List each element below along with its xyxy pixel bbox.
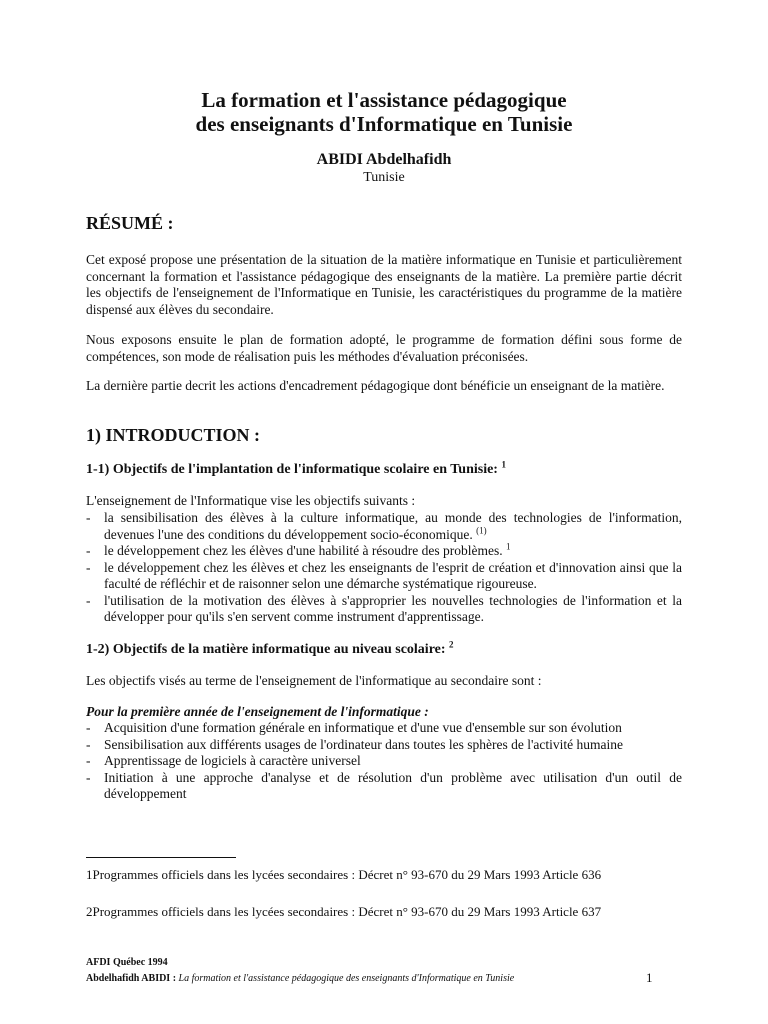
list-dash: - — [86, 543, 91, 558]
introduction-heading: 1) INTRODUCTION : — [86, 425, 261, 445]
footnote-text: Programmes officiels dans les lycées secondaires : Décret n° 93-670 du 29 Mars 1993 Article 637 — [92, 904, 602, 919]
author-name: ABIDI Abdelhafidh — [316, 151, 452, 168]
list-item — [86, 770, 682, 803]
list-item — [86, 510, 682, 543]
list-dash: - — [86, 559, 91, 575]
document-title-line2: des enseignants d'Informatique en Tunisie — [195, 112, 573, 136]
first-year-objectives-list — [86, 720, 682, 803]
list-item-text: la sensibilisation des élèves à la culture informatique, au monde des technologies de l'information, devenues l'une des conditions du développement socio-économique. — [104, 510, 682, 542]
section-1-1-intro: L'enseignement de l'Informatique vise les objectifs suivants : — [86, 493, 416, 508]
list-item — [86, 593, 682, 626]
section-1-2-title: 1-2) Objectifs de la matière informatique au niveau scolaire: — [86, 642, 446, 657]
first-year-subheading: Pour la première année de l'enseignement de l'informatique : — [86, 704, 429, 719]
footer-title: La formation et l'assistance pédagogique des enseignants d'Informatique en Tunisie — [178, 973, 515, 984]
list-dash: - — [86, 753, 91, 768]
list-dash: - — [86, 592, 91, 608]
list-item — [86, 543, 682, 560]
footnote-marker: 1 — [86, 867, 93, 882]
resume-paragraph-2: Nous exposons ensuite le plan de formation adopté, le programme de formation défini sous forme de compétences, son mode de réalisation puis les méthodes d'évaluation préconisées. — [86, 332, 682, 364]
document-title-line1: La formation et l'assistance pédagogique — [201, 88, 567, 112]
footer-reference — [86, 973, 514, 985]
footnote-1 — [86, 867, 668, 883]
footnote-separator — [86, 857, 236, 858]
section-1-2-intro: Les objectifs visés au terme de l'enseignement de l'informatique au secondaire sont : — [86, 673, 542, 688]
list-item — [86, 737, 682, 754]
page-number: 1 — [646, 970, 653, 985]
footnote-2 — [86, 904, 668, 920]
section-1-1-footnote-ref: 1 — [501, 459, 506, 470]
footer-conference: AFDI Québec 1994 — [86, 957, 168, 968]
resume-paragraph-3: La dernière partie decrit les actions d'encadrement pédagogique dont bénéficie un enseignant de la matière. — [86, 378, 665, 393]
footnote-ref: 1 — [506, 541, 511, 552]
section-1-2-heading — [86, 641, 454, 659]
section-1-2-footnote-ref: 2 — [449, 639, 454, 650]
section-1-1-title: 1-1) Objectifs de l'implantation de l'informatique scolaire en Tunisie: — [86, 462, 498, 477]
footnote-marker: 2 — [86, 904, 93, 919]
section-1-1-heading — [86, 461, 506, 479]
footnote-text: Programmes officiels dans les lycées secondaires : Décret n° 93-670 du 29 Mars 1993 Article 636 — [92, 867, 602, 882]
list-item-text: Sensibilisation aux différents usages de l'ordinateur dans toutes les sphères de l'activité humaine — [104, 736, 623, 752]
author-country: Tunisie — [363, 170, 405, 185]
list-item-text: Acquisition d'une formation générale en informatique et d'une vue d'ensemble sur son évolution — [104, 720, 622, 735]
list-item-text: Initiation à une approche d'analyse et de résolution d'un problème avec utilisation d'un outil de développement — [104, 769, 682, 801]
list-dash: - — [86, 510, 91, 525]
list-dash: - — [86, 720, 91, 735]
list-dash: - — [86, 769, 91, 785]
list-item — [86, 720, 682, 737]
list-item — [86, 560, 682, 593]
resume-heading: RÉSUMÉ : — [86, 213, 174, 233]
list-item-text: l'utilisation de la motivation des élèves à s'approprier les nouvelles technologies de l'information et la développer pour qu'ils s'en servent comme instrument d'apprentissage. — [104, 592, 682, 624]
list-dash: - — [86, 736, 91, 752]
section-1-1-objectives-list — [86, 510, 682, 626]
list-item-text: Apprentissage de logiciels à caractère universel — [104, 753, 361, 768]
footer-author: Abdelhafidh ABIDI : — [86, 973, 177, 984]
list-item-text: le développement chez les élèves et chez les enseignants de l'esprit de création et d'innovation ainsi que la faculté de réfléchir et de raisonner selon une démarche systématique rigoureuse. — [104, 559, 682, 591]
list-item-text: le développement chez les élèves d'une habilité à résoudre des problèmes. — [104, 543, 503, 558]
resume-paragraph-1: Cet exposé propose une présentation de la situation de la matière informatique en Tunisie et particulièrement concernant la formation et l'assistance pédagogique des enseignants de la matière. La première partie décrit les objectifs de l'enseignement de l'Informatique en Tunisie, les caractéristiques du programme de la matière dispensé aux élèves du secondaire. — [86, 252, 682, 317]
list-item — [86, 753, 682, 770]
footnote-ref: (1) — [476, 525, 487, 535]
